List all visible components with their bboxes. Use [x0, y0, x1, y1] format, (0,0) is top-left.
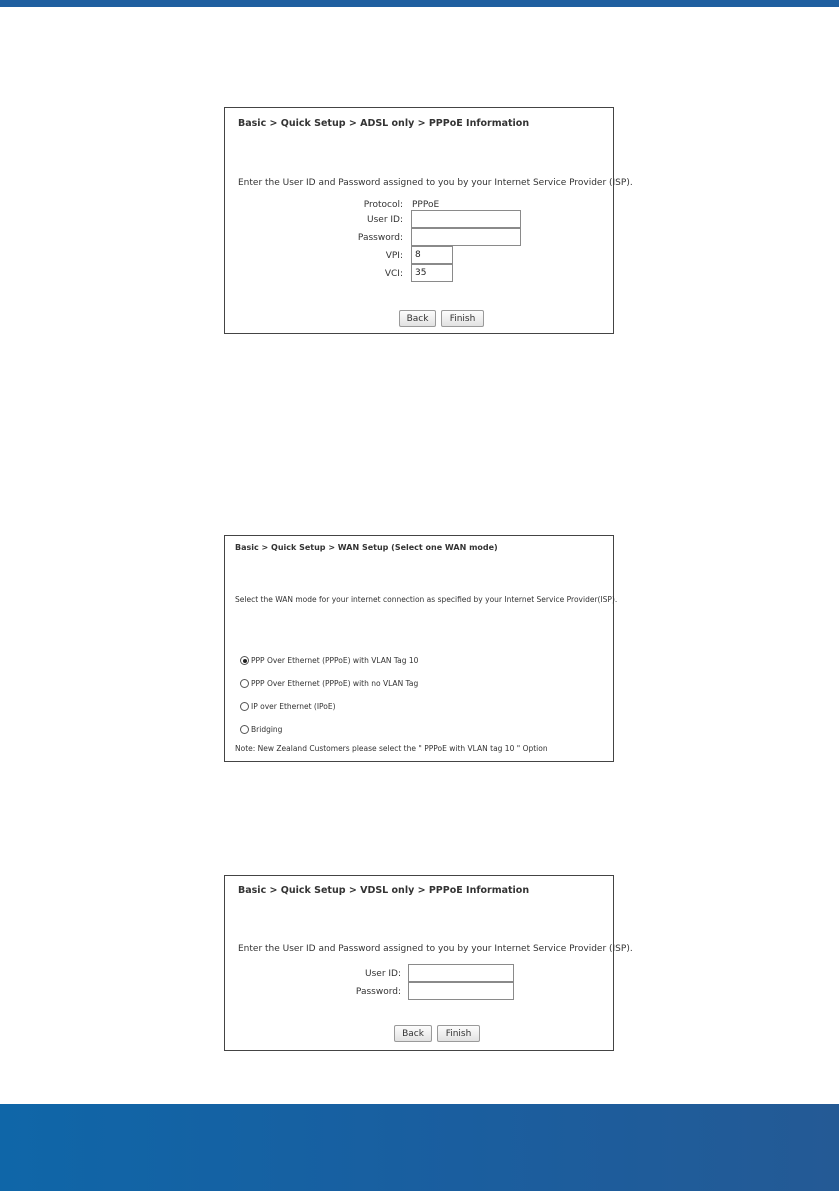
wan-option-pppoe-no-vlan[interactable] — [240, 679, 418, 688]
user-id-input[interactable] — [411, 210, 521, 228]
radio-button[interactable] — [240, 679, 249, 688]
password-label: Password: — [357, 233, 403, 243]
user-id-label: User ID: — [367, 215, 403, 225]
instructions-text: Enter the User ID and Password assigned to you by your Internet Service Provider (ISP). — [238, 178, 633, 188]
footer-band — [0, 1104, 839, 1191]
breadcrumb: Basic > Quick Setup > WAN Setup (Select one WAN mode) — [235, 543, 498, 552]
breadcrumb: Basic > Quick Setup > ADSL only > PPPoE Information — [238, 118, 530, 129]
user-id-label: User ID: — [365, 969, 401, 979]
radio-label: PPP Over Ethernet (PPPoE) with VLAN Tag 10 — [251, 656, 419, 665]
password-input[interactable] — [408, 982, 514, 1000]
finish-button[interactable]: Finish — [441, 310, 484, 327]
radio-label: Bridging — [251, 725, 283, 734]
radio-label: PPP Over Ethernet (PPPoE) with no VLAN Tag — [251, 679, 419, 688]
vci-label: VCI: — [384, 269, 403, 279]
instructions-text: Enter the User ID and Password assigned to you by your Internet Service Provider (ISP). — [238, 944, 633, 954]
finish-button[interactable]: Finish — [437, 1025, 480, 1042]
radio-button[interactable] — [240, 702, 249, 711]
wan-option-bridging[interactable] — [240, 725, 282, 734]
back-button[interactable]: Back — [394, 1025, 432, 1042]
password-label: Password: — [355, 987, 401, 997]
user-id-input[interactable] — [408, 964, 514, 982]
vpi-label: VPI: — [385, 251, 403, 261]
vdsl-pppoe-panel — [224, 875, 633, 1051]
radio-label: IP over Ethernet (IPoE) — [251, 702, 336, 711]
radio-button[interactable] — [240, 656, 249, 665]
protocol-label: Protocol: — [363, 200, 403, 210]
instructions-text: Select the WAN mode for your internet connection as specified by your Internet Service Provider(ISP). — [235, 595, 618, 604]
protocol-value: PPPoE — [412, 200, 440, 210]
vci-input[interactable] — [411, 264, 453, 282]
wan-option-ipoe[interactable] — [240, 702, 336, 711]
vpi-input[interactable] — [411, 246, 453, 264]
password-input[interactable] — [411, 228, 521, 246]
top-accent-bar — [0, 0, 839, 7]
adsl-pppoe-panel — [224, 107, 633, 334]
wan-option-pppoe-vlan10[interactable] — [240, 656, 418, 665]
radio-button[interactable] — [240, 725, 249, 734]
back-button[interactable]: Back — [399, 310, 436, 327]
note-text: Note: New Zealand Customers please select the " PPPoE with VLAN tag 10 " Option — [235, 744, 548, 753]
wan-setup-panel — [224, 535, 618, 762]
breadcrumb: Basic > Quick Setup > VDSL only > PPPoE Information — [238, 885, 530, 896]
